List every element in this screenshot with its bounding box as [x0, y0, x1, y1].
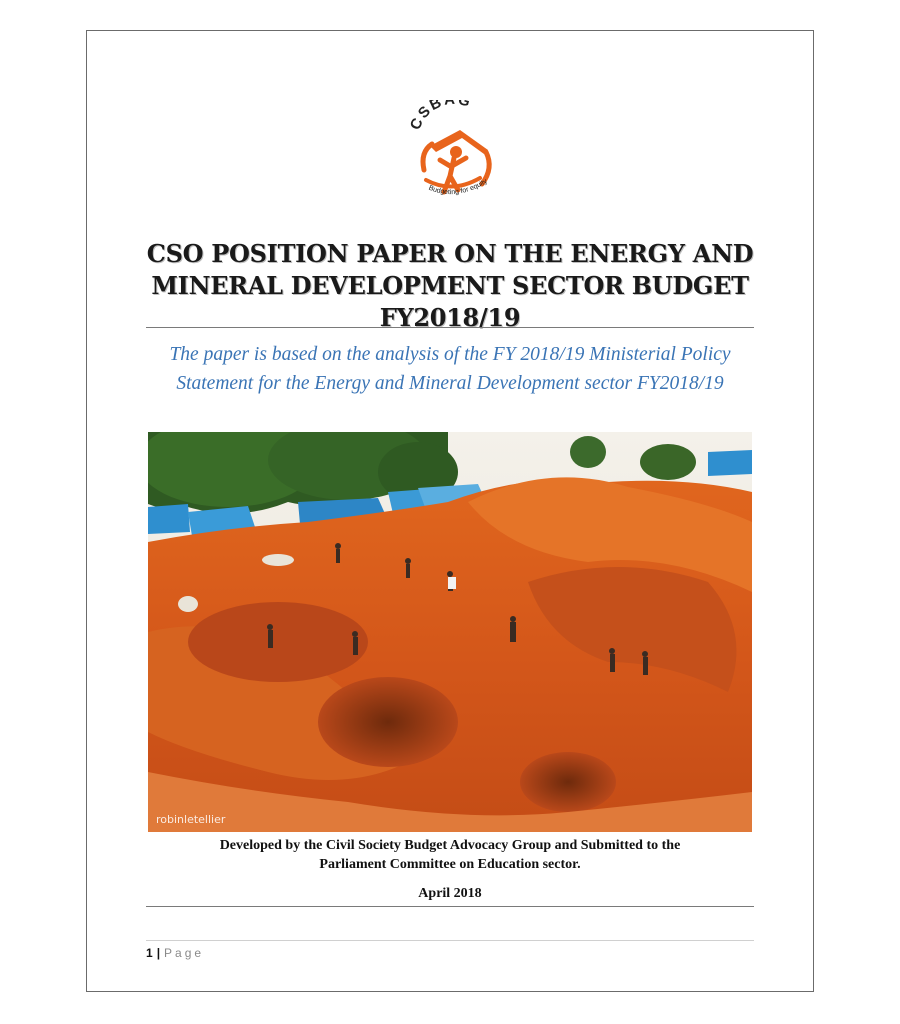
- credit-statement: [150, 836, 750, 874]
- title-line-2: MINERAL DEVELOPMENT SECTOR BUDGET: [151, 271, 749, 300]
- csbag-logo: [400, 100, 506, 210]
- credit-line-2: Parliament Committee on Education sector.: [319, 857, 581, 872]
- document-title: [120, 238, 780, 334]
- footer-divider: [146, 940, 754, 941]
- page-footer: [146, 946, 204, 960]
- cover-photo: [148, 432, 752, 832]
- page-label: Page: [164, 946, 205, 960]
- title-divider: [146, 327, 754, 328]
- publication-date: April 2018: [418, 886, 482, 901]
- title-line-1: CSO POSITION PAPER ON THE ENERGY AND: [146, 239, 754, 268]
- logo-tagline: Budgeting for equity: [427, 177, 489, 197]
- photo-watermark: robinletellier: [156, 813, 226, 826]
- document-subtitle: The paper is based on the analysis of the FY 2018/19 Ministerial Policy Statement for the Energy and Mineral Development sector FY2018/19: [169, 344, 731, 394]
- date-divider: [146, 906, 754, 907]
- title-line-3: FY2018/19: [379, 303, 521, 332]
- page-number: 1: [146, 946, 153, 960]
- svg-text:CSBAG: [407, 100, 474, 133]
- credit-line-1: Developed by the Civil Society Budget Advocacy Group and Submitted to the: [219, 838, 681, 853]
- page-separator: |: [156, 946, 161, 960]
- logo-text: CSB G: [406, 100, 474, 133]
